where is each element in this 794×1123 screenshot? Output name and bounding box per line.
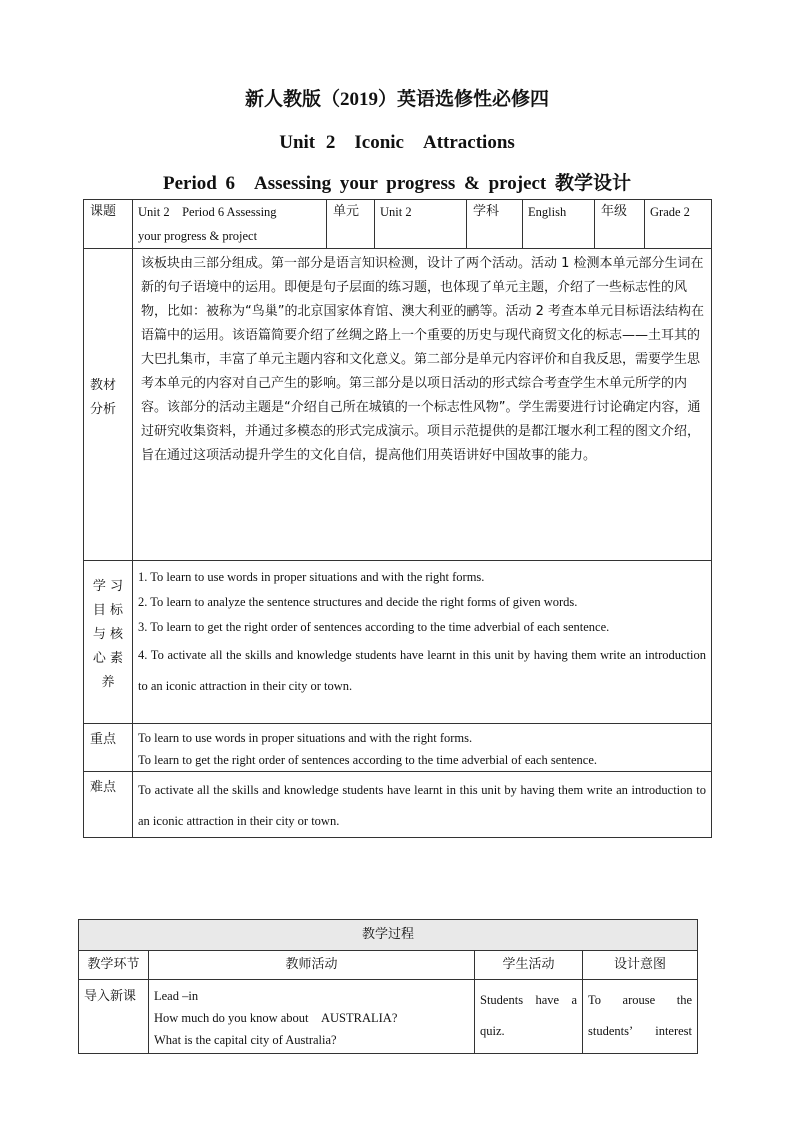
col-head-intent: 设计意图 xyxy=(583,951,698,980)
teacher-line: Lead –in xyxy=(154,989,199,1003)
teacher-line: What is the capital city of Australia? xyxy=(154,1033,337,1047)
topic-row xyxy=(84,200,712,249)
stage-cell: 导入新课 xyxy=(79,980,149,1054)
goal-item: 1. To learn to use words in proper situations and with the right forms. xyxy=(138,570,485,584)
process-row xyxy=(79,980,698,1054)
topic-label: 课题 xyxy=(84,200,133,249)
process-title: 教学过程 xyxy=(79,920,698,951)
goals-row xyxy=(84,561,712,724)
student-activity-cell: Students have a quiz. xyxy=(475,980,583,1054)
col-head-teacher: 教师活动 xyxy=(149,951,475,980)
topic-line-1: Unit 2 Period 6 Assessing xyxy=(138,205,277,219)
col-head-stage: 教学环节 xyxy=(79,951,149,980)
teaching-process-table xyxy=(78,919,698,1054)
design-intent-cell: To arouse the students’ interest xyxy=(583,980,698,1054)
key-points-row xyxy=(84,724,712,772)
difficult-text: To activate all the skills and knowledge students have learnt in this unit by having them write an introduction to an iconic attraction in their city or town. xyxy=(133,772,712,838)
col-head-student: 学生活动 xyxy=(475,951,583,980)
teacher-activity-cell xyxy=(149,980,475,1054)
goal-item: 2. To learn to analyze the sentence structures and decide the right forms of given words. xyxy=(138,595,578,609)
lesson-info-table xyxy=(83,199,712,838)
analysis-row xyxy=(84,249,712,561)
goal-item: 3. To learn to get the right order of sentences according to the time adverbial of each sentence. xyxy=(138,620,610,634)
unit-value: Unit 2 xyxy=(375,200,467,249)
goals-label xyxy=(84,561,133,724)
process-title-row xyxy=(79,920,698,951)
grade-value: Grade 2 xyxy=(645,200,712,249)
key-point-item: To learn to get the right order of sentences according to the time adverbial of each sentence. xyxy=(138,753,598,767)
key-point-item: To learn to use words in proper situations and with the right forms. xyxy=(138,731,473,745)
goals-label-2: 目 标 xyxy=(92,603,124,618)
topic-value xyxy=(133,200,327,249)
doc-period-title: Period 6 Assessing your progress & project 教学设计 xyxy=(162,173,632,194)
doc-unit-title: Unit 2 Iconic Attractions xyxy=(279,132,515,153)
grade-label: 年级 xyxy=(595,200,645,249)
goal-item: 4. To activate all the skills and knowledge students have learnt in this unit by having them write an introduction to an iconic attraction in their city or town. xyxy=(138,648,706,693)
difficult-row xyxy=(84,772,712,838)
topic-line-2: your progress & project xyxy=(138,229,258,243)
analysis-label-2: 分析 xyxy=(90,402,117,417)
difficult-label: 难点 xyxy=(84,772,133,838)
analysis-label xyxy=(84,249,133,561)
goals-label-4: 心 素 xyxy=(92,651,124,666)
goals-label-3: 与 核 xyxy=(92,627,124,642)
goals-list xyxy=(133,561,712,724)
key-label: 重点 xyxy=(84,724,133,772)
teacher-line: How much do you know about AUSTRALIA? xyxy=(154,1011,398,1025)
subject-label: 学科 xyxy=(467,200,523,249)
goals-label-5: 养 xyxy=(101,675,115,690)
key-points xyxy=(133,724,712,772)
unit-label: 单元 xyxy=(327,200,375,249)
subject-value: English xyxy=(523,200,595,249)
goals-label-1: 学 习 xyxy=(92,579,124,594)
analysis-text: 该板块由三部分组成。第一部分是语言知识检测，设计了两个活动。活动 1 检测本单元部分生词在新的句子语境中的运用。即便是句子层面的练习题，也体现了单元主题，介绍了一些标志性的风物，比如：被称为“鸟巢”的北京国家体育馆、澳大利亚的鹂等。活动 2 考查本单元目标语法结构在语篇中的运用。该语篇简要介绍了丝绸之路上一个重要的历史与现代商贸文化的标志——土耳其的大巴扎集市，丰富了单元主题内容和文化意义。第二部分是单元内容评价和自我反思，需要学生思考本单元的内容对自己产生的影响。第三部分是以项日活动的形式综合考查学生木单元所学的内容。该部分的活动主题是“介绍自己所在城镇的一个标志性风物”。学生需要进行讨论确定内容，通过研究收集资料，并通过多模态的形式完成演示。项目示范提供的是都江堰水利工程的图文介绍，旨在通过这项活动提升学生的文化自信，提高他们用英语讲好中国故事的能力。 xyxy=(133,249,712,561)
analysis-label-1: 教材 xyxy=(90,378,117,393)
process-header-row xyxy=(79,951,698,980)
doc-title: 新人教版（2019）英语选修性必修四 xyxy=(244,89,549,110)
